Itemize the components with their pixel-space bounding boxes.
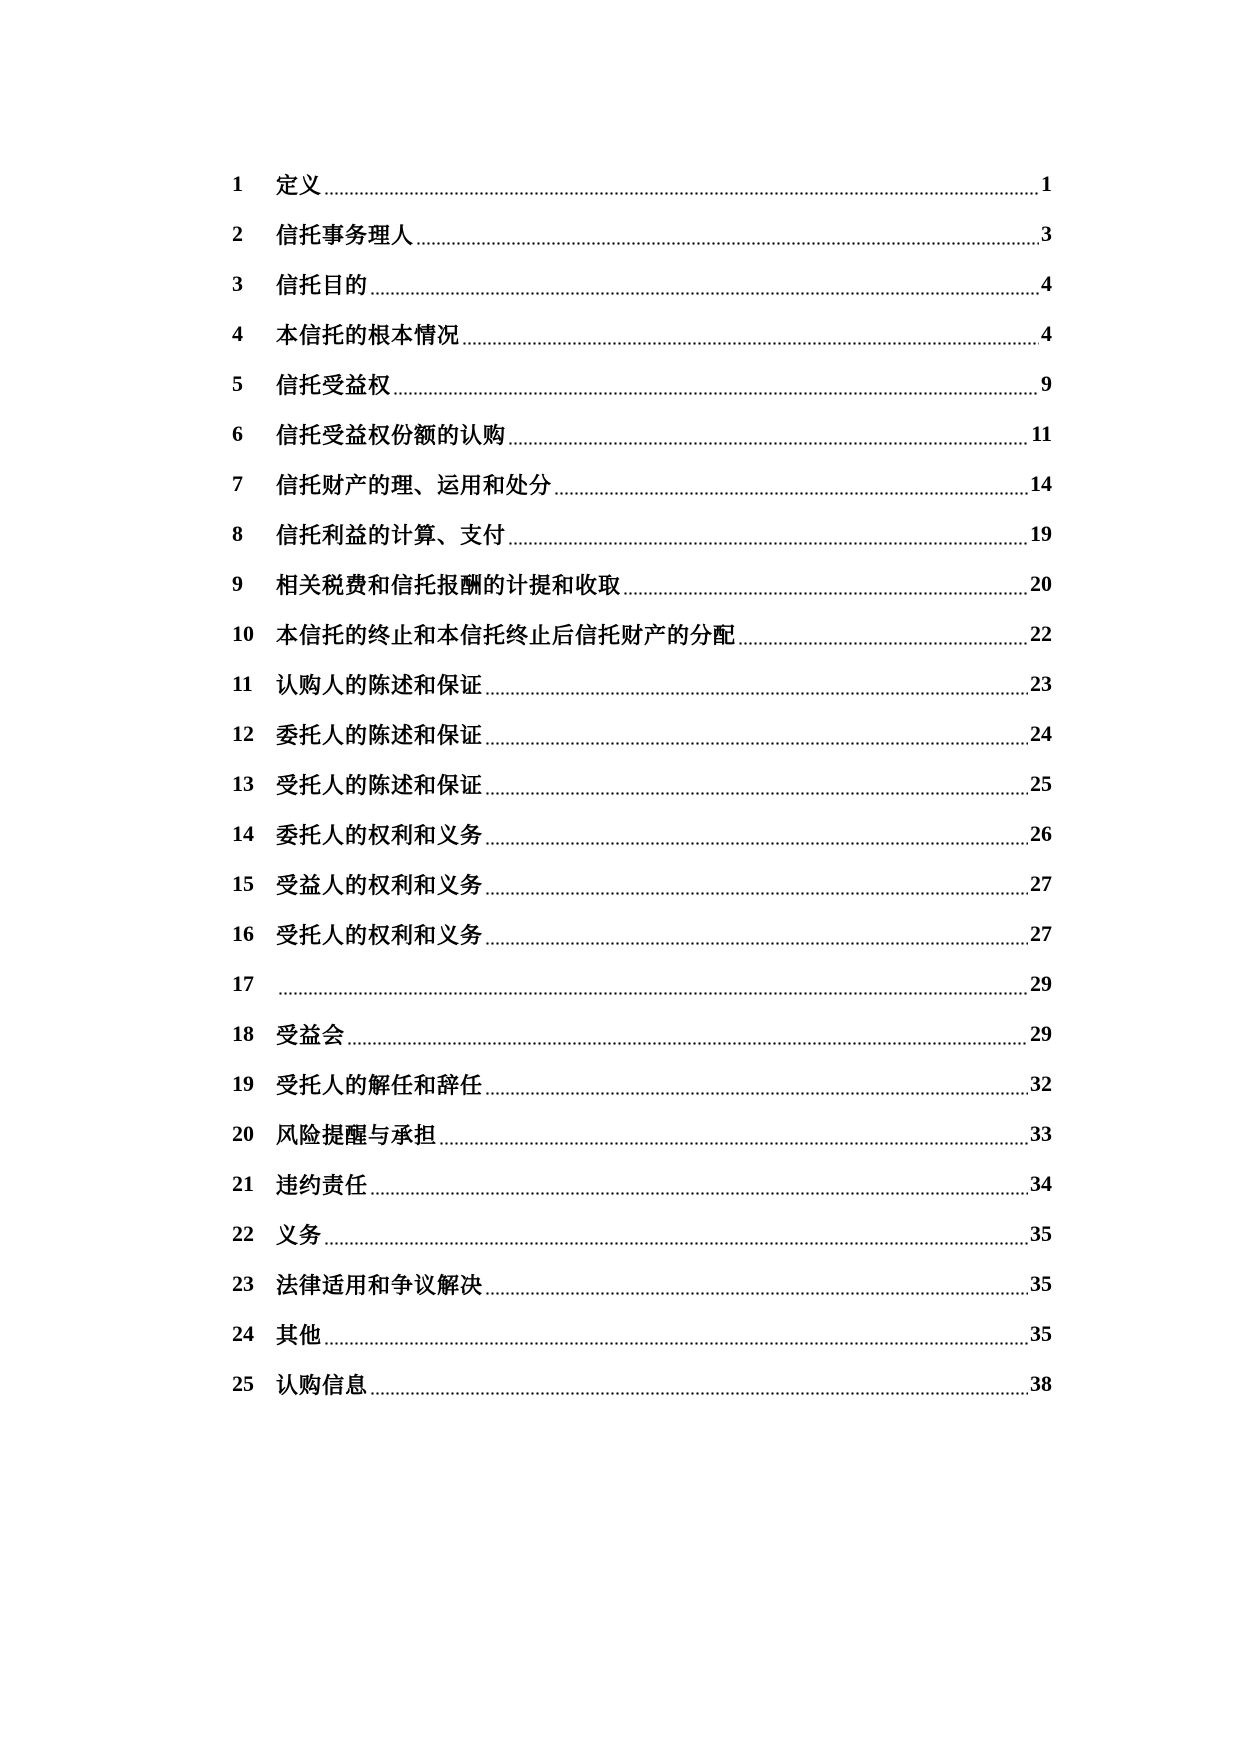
- toc-entry[interactable]: [232, 609, 1052, 659]
- dot-leader: [554, 472, 1028, 496]
- toc-entry-number: 17: [232, 971, 254, 996]
- toc-entry-number: 5: [232, 371, 243, 396]
- toc-entry-number: 16: [232, 921, 254, 946]
- toc-entry-number: 9: [232, 571, 243, 596]
- toc-entry-page: 11: [1031, 421, 1052, 446]
- toc-entry-number: 25: [232, 1371, 254, 1396]
- toc-entry-page: 27: [1030, 921, 1052, 946]
- toc-entry[interactable]: [232, 459, 1052, 509]
- toc-entry[interactable]: [232, 859, 1052, 909]
- dot-leader: [508, 422, 1029, 446]
- toc-entry[interactable]: [232, 709, 1052, 759]
- toc-entry-page: 33: [1030, 1121, 1052, 1146]
- toc-entry[interactable]: [232, 509, 1052, 559]
- toc-entry-title: 受托人的解任和辞任: [276, 1072, 484, 1099]
- dot-leader: [485, 872, 1028, 896]
- dot-leader: [485, 772, 1028, 796]
- toc-entry-title: 受托人的权利和义务: [276, 922, 484, 949]
- toc-entry-title: 风险提醒与承担: [276, 1122, 438, 1149]
- toc-entry-page: 29: [1030, 1021, 1052, 1046]
- toc-entry[interactable]: [232, 309, 1052, 359]
- toc-entry-title: 委托人的陈述和保证: [276, 722, 484, 749]
- dot-leader: [416, 222, 1039, 246]
- toc-entry-number: 15: [232, 871, 254, 896]
- dot-leader: [370, 1172, 1028, 1196]
- toc-entry-title: 定义: [276, 172, 323, 199]
- toc-entry-title: 其他: [276, 1322, 323, 1349]
- toc-entry-page: 24: [1030, 721, 1052, 746]
- toc-entry[interactable]: [232, 259, 1052, 309]
- toc-entry-title: 信托受益权: [276, 372, 392, 399]
- toc-entry-page: 22: [1030, 621, 1052, 646]
- dot-leader: [324, 1322, 1028, 1346]
- toc-entry-number: 23: [232, 1271, 254, 1296]
- toc-entry[interactable]: [232, 1159, 1052, 1209]
- toc-entry-page: 20: [1030, 571, 1052, 596]
- toc-entry-title: 违约责任: [276, 1172, 369, 1199]
- dot-leader: [370, 1372, 1028, 1396]
- toc-entry[interactable]: [232, 359, 1052, 409]
- toc-entry[interactable]: [232, 959, 1052, 1009]
- toc-entry-page: 23: [1030, 671, 1052, 696]
- toc-entry-page: 27: [1030, 871, 1052, 896]
- toc-entry-page: 35: [1030, 1271, 1052, 1296]
- toc-entry-page: 19: [1030, 521, 1052, 546]
- dot-leader: [324, 1222, 1028, 1246]
- toc-entry-page: 32: [1030, 1071, 1052, 1096]
- toc-entry-number: 4: [232, 321, 243, 346]
- toc-entry-number: 8: [232, 521, 243, 546]
- dot-leader: [324, 172, 1039, 196]
- toc-entry-number: 7: [232, 471, 243, 496]
- toc-entry-title: 受益人的权利和义务: [276, 872, 484, 899]
- toc-entry[interactable]: [232, 1209, 1052, 1259]
- toc-entry-title: 认购信息: [276, 1372, 369, 1399]
- dot-leader: [462, 322, 1039, 346]
- dot-leader: [393, 372, 1039, 396]
- toc-entry-title: 信托目的: [276, 272, 369, 299]
- toc-entry-title: 认购人的陈述和保证: [276, 672, 484, 699]
- toc-entry-page: 34: [1030, 1171, 1052, 1196]
- toc-entry-number: 12: [232, 721, 254, 746]
- toc-entry-number: 13: [232, 771, 254, 796]
- toc-entry-number: 22: [232, 1221, 254, 1246]
- dot-leader: [347, 1022, 1028, 1046]
- dot-leader: [485, 672, 1028, 696]
- toc-entry-page: 38: [1030, 1371, 1052, 1396]
- toc-entry-title: 受益会: [276, 1022, 346, 1049]
- toc-entry[interactable]: [232, 1009, 1052, 1059]
- toc-entry-title: 法律适用和争议解决: [276, 1272, 484, 1299]
- toc-entry-number: 14: [232, 821, 254, 846]
- toc-entry-number: 3: [232, 271, 243, 296]
- toc-entry-title: 信托受益权份额的认购: [276, 422, 507, 449]
- toc-entry-number: 18: [232, 1021, 254, 1046]
- toc-entry-title: 义务: [276, 1222, 323, 1249]
- dot-leader: [623, 572, 1028, 596]
- toc-entry-number: 10: [232, 621, 254, 646]
- toc-entry[interactable]: [232, 659, 1052, 709]
- dot-leader: [485, 722, 1028, 746]
- dot-leader: [439, 1122, 1028, 1146]
- toc-entry-page: 4: [1041, 321, 1052, 346]
- toc-entry-number: 6: [232, 421, 243, 446]
- toc-entry-page: 25: [1030, 771, 1052, 796]
- toc-entry[interactable]: [232, 209, 1052, 259]
- toc-entry-number: 2: [232, 221, 243, 246]
- toc-entry-number: 20: [232, 1121, 254, 1146]
- toc-entry-number: 11: [232, 671, 253, 696]
- toc-entry[interactable]: [232, 759, 1052, 809]
- toc-entry-page: 35: [1030, 1221, 1052, 1246]
- toc-entry-number: 1: [232, 171, 243, 196]
- toc-entry-page: 26: [1030, 821, 1052, 846]
- toc-entry[interactable]: [232, 909, 1052, 959]
- toc-entry-number: 24: [232, 1321, 254, 1346]
- toc-entry-title: 信托利益的计算、支付: [276, 522, 507, 549]
- dot-leader: [370, 272, 1039, 296]
- toc-entry-page: 1: [1041, 171, 1052, 196]
- toc-entry[interactable]: [232, 1309, 1052, 1359]
- toc-entry-title: 本信托的终止和本信托终止后信托财产的分配: [276, 622, 737, 649]
- toc-entry-title: 本信托的根本情况: [276, 322, 461, 349]
- toc-entry-title: 相关税费和信托报酬的计提和收取: [276, 572, 622, 599]
- toc-entry[interactable]: [232, 1259, 1052, 1309]
- toc-entry[interactable]: [232, 1059, 1052, 1109]
- dot-leader: [485, 1272, 1028, 1296]
- toc-entry-title: 信托事务理人: [276, 222, 415, 249]
- toc-entry-title: 受托人的陈述和保证: [276, 772, 484, 799]
- toc-entry-page: 3: [1041, 221, 1052, 246]
- toc-entry[interactable]: [232, 409, 1052, 459]
- toc-entry-number: 21: [232, 1171, 254, 1196]
- toc-entry[interactable]: [232, 1109, 1052, 1159]
- table-of-contents: [232, 159, 1052, 1409]
- dot-leader: [485, 822, 1028, 846]
- toc-entry[interactable]: [232, 559, 1052, 609]
- dot-leader: [508, 522, 1028, 546]
- toc-entry[interactable]: [232, 809, 1052, 859]
- dot-leader: [278, 972, 1028, 996]
- toc-entry-number: 19: [232, 1071, 254, 1096]
- dot-leader: [485, 1072, 1028, 1096]
- toc-entry-page: 35: [1030, 1321, 1052, 1346]
- toc-entry[interactable]: [232, 159, 1052, 209]
- toc-entry[interactable]: [232, 1359, 1052, 1409]
- toc-entry-title: 委托人的权利和义务: [276, 822, 484, 849]
- toc-entry-page: 29: [1030, 971, 1052, 996]
- dot-leader: [485, 922, 1028, 946]
- dot-leader: [738, 622, 1028, 646]
- toc-entry-title: 信托财产的理、运用和处分: [276, 472, 553, 499]
- toc-entry-page: 9: [1041, 371, 1052, 396]
- toc-entry-page: 14: [1030, 471, 1052, 496]
- toc-entry-page: 4: [1041, 271, 1052, 296]
